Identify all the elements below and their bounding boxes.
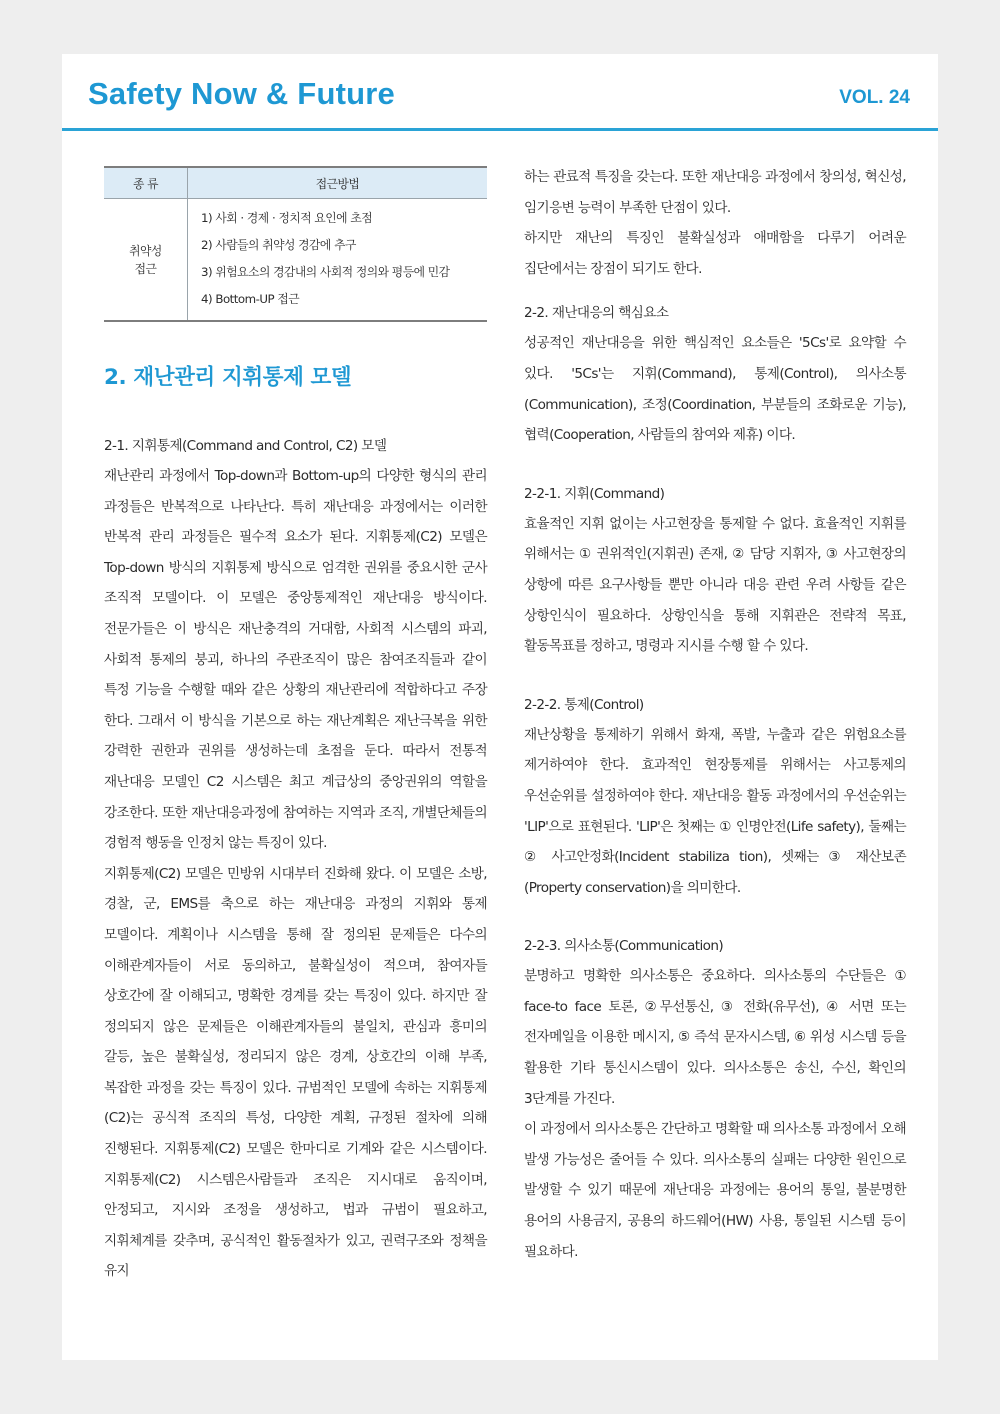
magazine-title: Safety Now & Future <box>88 76 395 111</box>
subheading-2-2-1: 2-2-1. 지휘(Command) <box>524 485 665 502</box>
subheading-2-1: 2-1. 지휘통제(Command and Control, C2) 모델 <box>104 438 387 454</box>
method-item: 3) 위험요소의 경감내의 사회적 정의와 평등에 민감 <box>201 265 450 279</box>
paragraph: 지휘통제(C2) 모델은 민방위 시대부터 진화해 왔다. 이 모델은 소방, 경찰, 군, EMS를 축으로 하는 재난대응 과정의 지휘와 통제 모델이다. 계획이나 시스템을 통해 잘 정의된 문제들은 다수의 이해관계자들이 서로 동의하고, 불확실성이 적으며, 참여자들 상호간에 잘 이해되고, 명확한 경계를 갖는 특징이 있다. 하지만 잘 정의되지 않은 문제들은 이해관계자들의 불일치, 관심과 흥미의 갈등, 높은 불확실성, 정리되지 않은 경계, 상호간의 이해 부족, 복잡한 과정을 갖는 특징이 있다. 규범적인 모델에 속하는 지휘통제(C2)는 공식적 조직의 특성, 다양한 계획, 규정된 절차에 의해 진행된다. 지휘통제(C2) 모델은 한마디로 기계와 같은 시스템이다. 지휘통제(C2) 시스템은사람들과 조직은 지시대로 움직이며, 안정되고, 지시와 조정을 생성하고, 법과 규범이 필요하고, 지휘체계를 갖추며, 공식적인 활동절차가 있고, 권력구조와 정책을 유지 <box>104 865 487 1280</box>
table-header-kind: 종 류 <box>104 167 188 199</box>
paragraph: 재난상황을 통제하기 위해서 화재, 폭발, 누출과 같은 위험요소를 제거하여야 한다. 효과적인 현장통제를 위해서는 사고통제의 우선순위를 설정하여야 한다. 재난대응 활동 과정에서의 우선순위는 'LIP'으로 표현된다. 'LIP'은 첫째는 ① 인명안전(Life safety), 둘째는 ② 사고안정화(Incident stabiliza tion), 셋째는 ③ 재산보존(Property conservation)을 의미한다. <box>524 726 906 896</box>
kind-line-1: 취약성 <box>129 243 162 258</box>
table-header-method: 접근방법 <box>188 167 488 199</box>
paragraph: 분명하고 명확한 의사소통은 중요하다. 의사소통의 수단들은 ① face-to face 토론, ②무선통신, ③ 전화(유무선), ④ 서면 또는 전자메일을 이용한 메시지, ⑤ 즉석 문자시스템, ⑥ 위성 시스템 등을 활용한 기타 통신시스템이 있다. 의사소통은 송신, 수신, 확인의 3단계를 가진다. <box>524 968 906 1107</box>
volume-number: VOL. 24 <box>839 87 910 108</box>
section-title: 2. 재난관리 지휘통제 모델 <box>104 365 352 390</box>
approach-table <box>104 166 487 322</box>
method-item: 1) 사회 · 경제 · 정치적 요인에 초점 <box>201 211 373 225</box>
right-column <box>524 162 906 1267</box>
left-column <box>104 166 487 1287</box>
subheading-2-2-2: 2-2-2. 통제(Control) <box>524 696 644 713</box>
table-cell-kind <box>104 199 188 322</box>
paragraph: 하지만 재난의 특징인 불확실성과 애매함을 다루기 어려운 집단에서는 장점이 되기도 한다. <box>524 230 906 277</box>
paragraph: 재난관리 과정에서 Top-down과 Bottom-up의 다양한 형식의 관리 과정들은 반복적으로 나타난다. 특히 재난대응 과정에서는 이러한 반복적 관리 과정들은 필수적 요소가 된다. 지휘통제(C2) 모델은 Top-down 방식의 지휘통제 방식으로 엄격한 권위를 중요시한 군사 조직적 모델이다. 이 모델은 중앙통제적인 재난대응 방식이다. 전문가들은 이 방식은 재난충격의 거대함, 사회적 시스템의 파괴, 사회적 통제의 붕괴, 하나의 주관조직이 많은 참여조직들과 같이 특정 기능을 수행할 때와 같은 상황의 재난관리에 적합하다고 주장 한다. 그래서 이 방식을 기본으로 하는 재난계획은 재난극복을 위한 강력한 권한과 권위를 생성하는데 초점을 둔다. 따라서 전통적 재난대응 모델인 C2 시스템은 최고 계급상의 중앙권위의 역할을 강조한다. 또한 재난대응과정에 참여하는 지역과 조직, 개별단체들의 경험적 행동을 인정치 않는 특징이 있다. <box>104 468 487 852</box>
table-header-row <box>104 167 487 199</box>
paragraph: 이 과정에서 의사소통은 간단하고 명확할 때 의사소통 과정에서 오해 발생 가능성은 줄어들 수 있다. 의사소통의 실패는 다양한 원인으로 발생할 수 있기 때문에 재난대응 과정에는 용어의 통일, 불분명한 용어의 사용금지, 공용의 하드웨어(HW) 사용, 통일된 시스템 등이 필요하다. <box>524 1121 906 1260</box>
page-header <box>62 54 938 131</box>
paragraph: 효율적인 지휘 없이는 사고현장을 통제할 수 없다. 효율적인 지휘를 위해서는 ① 권위적인(지휘권) 존재, ② 담당 지휘자, ③ 사고현장의 상항에 따른 요구사항들 뿐만 아니라 대응 관련 우려 사항들 같은 상항인식이 필요하다. 상항인식을 통해 지휘관은 전략적 목표, 활동목표를 정하고, 명령과 지시를 수행 할 수 있다. <box>524 515 906 655</box>
page <box>62 54 938 1360</box>
paragraph: 하는 관료적 특징을 갖는다. 또한 재난대응 과정에서 창의성, 혁신성, 임기응변 능력이 부족한 단점이 있다. <box>524 169 906 216</box>
table-row <box>104 199 487 322</box>
kind-line-2: 접근 <box>134 261 157 276</box>
table-cell-methods <box>188 199 488 322</box>
paragraph: 성공적인 재난대응을 위한 핵심적인 요소들은 '5Cs'로 요약할 수 있다. '5Cs'는 지휘(Command), 통제(Control), 의사소통(Communication), 조정(Coordination, 부분들의 조화로운 기능), 협력(Cooperation, 사람들의 참여와 제휴) 이다. <box>524 335 906 444</box>
subheading-2-2: 2-2. 재난대응의 핵심요소 <box>524 305 669 322</box>
method-item: 4) Bottom-UP 접근 <box>201 292 300 306</box>
subheading-2-2-3: 2-2-3. 의사소통(Communication) <box>524 938 724 955</box>
method-item: 2) 사람들의 취약성 경감에 추구 <box>201 238 356 252</box>
